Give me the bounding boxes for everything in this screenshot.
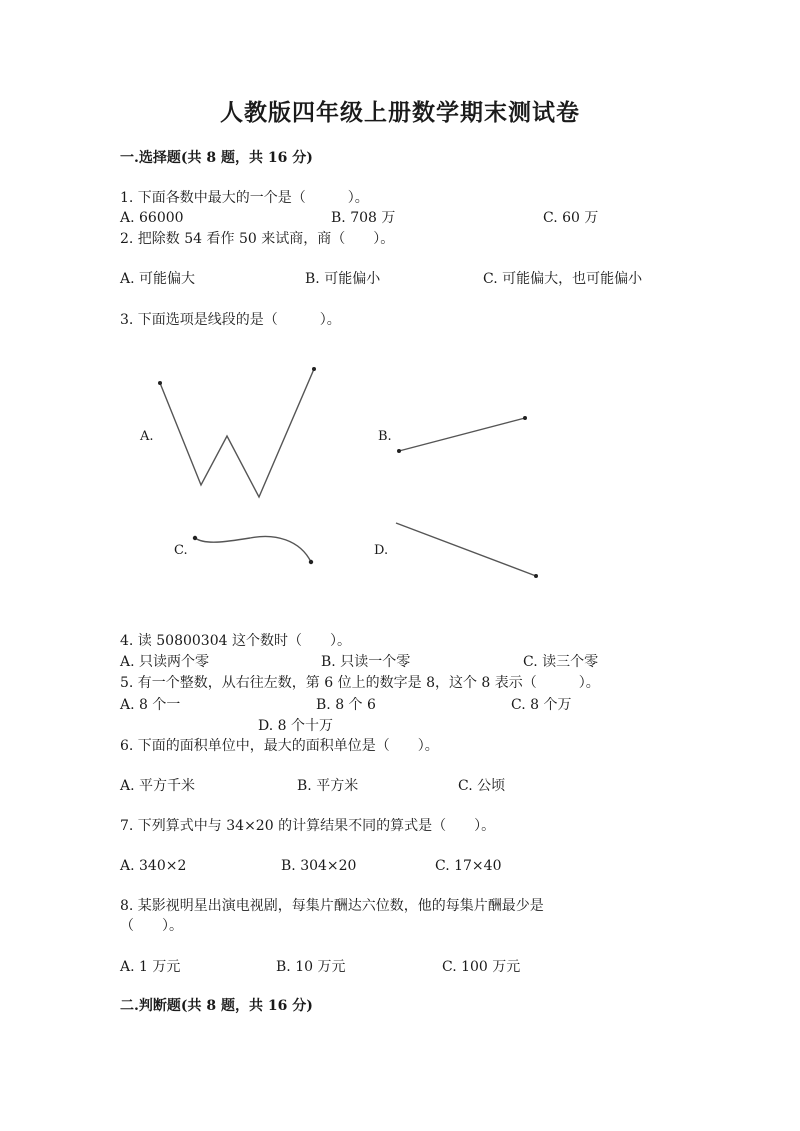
question-5-option-c: C. 8 个万: [511, 697, 572, 713]
figure-d-ray: [396, 523, 536, 576]
question-1-stem: 1. 下面各数中最大的一个是（ ）。: [120, 190, 369, 206]
page-title: 人教版四年级上册数学期末测试卷: [220, 99, 580, 126]
question-4-option-b: B. 只读一个零: [321, 654, 411, 670]
question-4-option-a: A. 只读两个零: [120, 654, 210, 670]
question-8-option-a: A. 1 万元: [120, 959, 181, 975]
question-3-option-c-label: C.: [174, 543, 188, 558]
question-6-stem: 6. 下面的面积单位中，最大的面积单位是（ ）。: [120, 738, 439, 754]
question-4-option-c: C. 读三个零: [523, 654, 599, 670]
figure-a-zigzag: [160, 369, 314, 497]
question-4-stem: 4. 读 50800304 这个数时（ ）。: [120, 633, 351, 649]
figure-a-endpoint: [158, 381, 162, 385]
section-heading-choice: 一.选择题(共 8 题，共 16 分): [120, 150, 313, 166]
question-5-option-a: A. 8 个一: [120, 697, 181, 713]
question-8-stem: 8. 某影视明星出演电视剧，每集片酬达六位数，他的每集片酬最少是: [120, 898, 544, 914]
question-7-option-b: B. 304×20: [281, 858, 357, 874]
question-2-option-b: B. 可能偏小: [305, 271, 381, 287]
figure-a-endpoint: [312, 367, 316, 371]
question-3-option-b-label: B.: [378, 429, 392, 444]
question-2-option-a: A. 可能偏大: [120, 271, 196, 287]
question-7-option-c: C. 17×40: [435, 858, 502, 874]
question-5-stem: 5. 有一个整数，从右往左数，第 6 位上的数字是 8，这个 8 表示（ ）。: [120, 675, 600, 691]
section-heading-judgment: 二.判断题(共 8 题，共 16 分): [120, 998, 313, 1014]
figure-b-endpoint: [523, 416, 527, 420]
question-5-option-b: B. 8 个 6: [316, 697, 376, 713]
question-2-option-c: C. 可能偏大，也可能偏小: [483, 271, 643, 287]
question-3-stem: 3. 下面选项是线段的是（ ）。: [120, 312, 341, 328]
question-8-option-b: B. 10 万元: [276, 959, 346, 975]
question-5-option-d: D. 8 个十万: [258, 718, 333, 734]
figure-b-segment: [399, 418, 525, 451]
question-3-option-a-label: A.: [140, 429, 154, 444]
question-2-stem: 2. 把除数 54 看作 50 来试商，商（ ）。: [120, 231, 395, 247]
question-7-option-a: A. 340×2: [120, 858, 187, 874]
figure-b-endpoint: [397, 449, 401, 453]
question-8-option-c: C. 100 万元: [442, 959, 521, 975]
question-6-option-c: C. 公顷: [458, 778, 506, 794]
question-1-option-c: C. 60 万: [543, 210, 599, 226]
figure-c-endpoint: [309, 560, 313, 564]
figure-c-endpoint: [193, 536, 197, 540]
question-7-stem: 7. 下列算式中与 34×20 的计算结果不同的算式是（ ）。: [120, 818, 496, 834]
question-1-option-b: B. 708 万: [331, 210, 396, 226]
question-1-option-a: A. 66000: [120, 210, 184, 226]
question-3-option-d-label: D.: [374, 543, 389, 558]
question-6-option-a: A. 平方千米: [120, 778, 196, 794]
figure-d-endpoint: [534, 574, 538, 578]
question-6-option-b: B. 平方米: [297, 778, 359, 794]
figure-c-curve: [195, 536, 311, 562]
question-8-stem-continued: （ ）。: [120, 918, 183, 934]
